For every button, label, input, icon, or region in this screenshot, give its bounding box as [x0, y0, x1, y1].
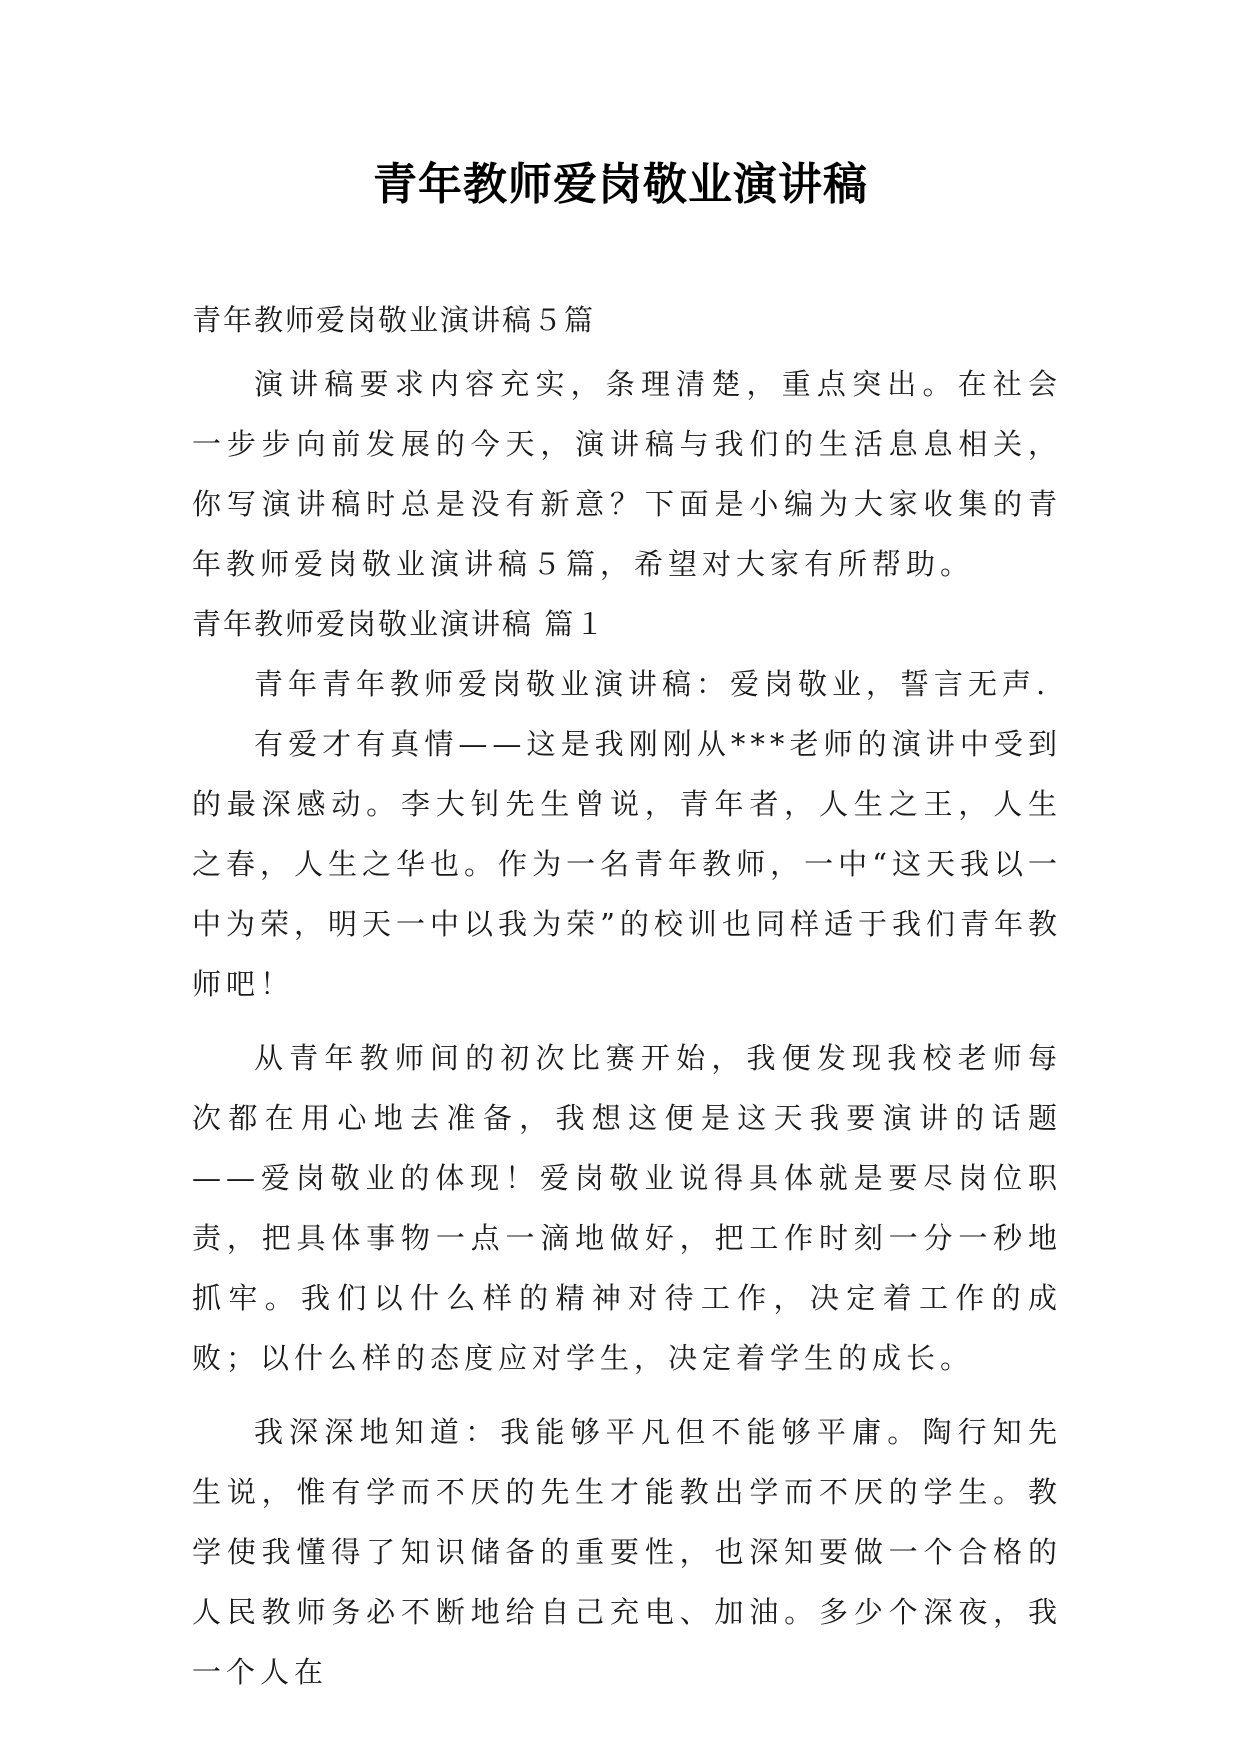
body-paragraph: 青年青年教师爱岗敬业演讲稿：爱岗敬业，誓言无声.: [254, 667, 1051, 701]
section-heading: 青年教师爱岗敬业演讲稿 篇１: [192, 607, 607, 641]
document-body: [192, 290, 1062, 1702]
document-subtitle: 青年教师爱岗敬业演讲稿５篇: [192, 303, 596, 337]
intro-paragraph: 演讲稿要求内容充实，条理清楚，重点突出。在社会一步步向前发展的今天，演讲稿与我们的生活息息相关，你写演讲稿时总是没有新意？下面是小编为大家收集的青年教师爱岗敬业演讲稿５篇，希望对大家有所帮助。: [192, 367, 1062, 581]
document-title: 青年教师爱岗敬业演讲稿: [373, 159, 868, 210]
body-paragraph: 有爱才有真情——这是我刚刚从***老师的演讲中受到的最深感动。李大钊先生曾说，青年者，人生之王，人生之春，人生之华也。作为一名青年教师，一中“这天我以一中为荣，明天一中以我为荣”的校训也同样适于我们青年教师吧！: [192, 727, 1062, 1001]
body-paragraph: 我深深地知道：我能够平凡但不能够平庸。陶行知先生说，惟有学而不厌的先生才能教出学而不厌的学生。教学使我懂得了知识储备的重要性，也深知要做一个合格的人民教师务必不断地给自己充电、加油。多少个深夜，我一个人在: [192, 1415, 1062, 1689]
body-paragraph: 从青年教师间的初次比赛开始，我便发现我校老师每次都在用心地去准备，我想这便是这天我要演讲的话题——爱岗敬业的体现！爱岗敬业说得具体就是要尽岗位职责，把具体事物一点一滴地做好，把工作时刻一分一秒地抓牢。我们以什么样的精神对待工作，决定着工作的成败；以什么样的态度应对学生，决定着学生的成长。: [192, 1041, 1062, 1375]
